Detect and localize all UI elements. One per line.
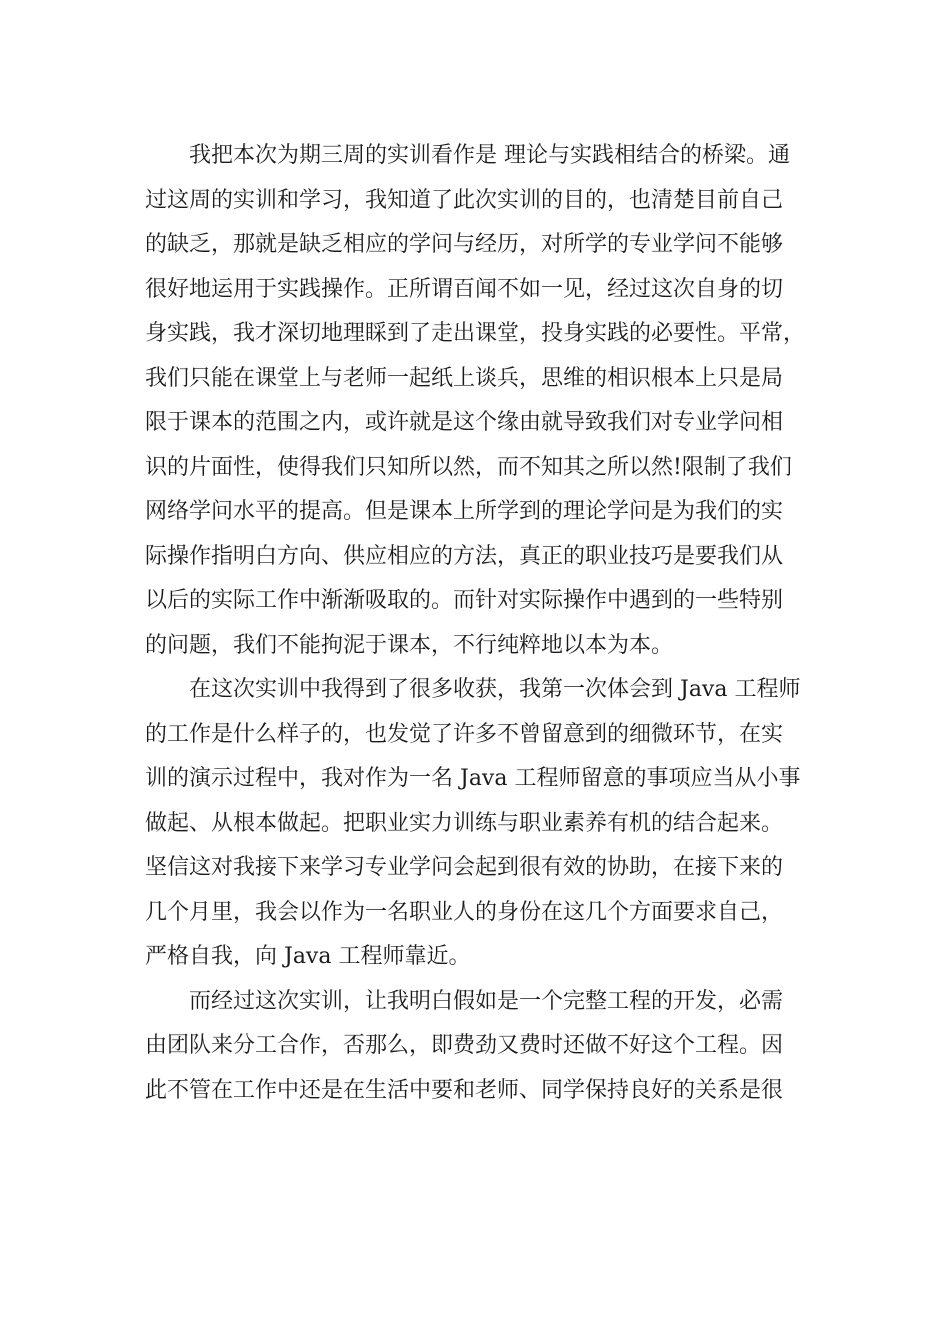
paragraph-1-line-6: 我们只能在课堂上与老师一起纸上谈兵，思维的相识根本上只是局 <box>145 365 784 391</box>
paragraph-3-line-3: 此不管在工作中还是在生活中要和老师、同学保持良好的关系是很 <box>145 1077 784 1103</box>
paragraph-3-line-2: 由团队来分工合作，否那么，即费劲又费时还做不好这个工程。因 <box>145 1033 784 1058</box>
paragraph-3-line-1: 而经过这次实训，让我明白假如是一个完整工程的开发，必需 <box>189 988 784 1014</box>
paragraph-1-line-10: 际操作指明白方向、供应相应的方法，真正的职业技巧是要我们从 <box>145 543 784 569</box>
paragraph-1-line-2: 过这周的实训和学习，我知道了此次实训的目的，也清楚目前自己 <box>145 187 784 213</box>
paragraph-2-line-5: 坚信这对我接下来学习专业学问会起到很有效的协助，在接下来的 <box>145 855 784 880</box>
paragraph-2-line-3: 训的演示过程中，我对作为一名 Java 工程师留意的事项应当从小事 <box>145 766 801 791</box>
paragraph-1-line-1: 我把本次为期三周的实训看作是 理论与实践相结合的桥梁。通 <box>189 143 790 168</box>
paragraph-1-line-8: 识的片面性，使得我们只知所以然，而不知其之所以然!限制了我们 <box>145 454 792 480</box>
paragraph-1-line-7: 限于课本的范围之内，或许就是这个缘由就导致我们对专业学问相 <box>145 410 784 435</box>
paragraph-2-line-6: 几个月里，我会以作为一名职业人的身份在这几个方面要求自己， <box>145 899 784 925</box>
paragraph-2-line-4: 做起、从根本做起。把职业实力训练与职业素养有机的结合起来。 <box>145 810 784 836</box>
paragraph-1-line-4: 很好地运用于实践操作。正所谓百闻不如一见，经过这次自身的切 <box>145 276 784 302</box>
paragraph-1-line-12: 的问题，我们不能拘泥于课本，不行纯粹地以本为本。 <box>145 632 674 658</box>
paragraph-1-line-11: 以后的实际工作中渐渐吸取的。而针对实际操作中遇到的一些特别 <box>145 588 784 613</box>
paragraph-1-line-3: 的缺乏，那就是缺乏相应的学问与经历，对所学的专业学问不能够 <box>145 232 784 257</box>
paragraph-2-line-2: 的工作是什么样子的，也发觉了许多不曾留意到的细微环节，在实 <box>145 721 784 747</box>
paragraph-1-line-5: 身实践，我才深切地理睬到了走出课堂，投身实践的必要性。平常， <box>145 321 806 346</box>
document-body <box>145 134 810 1113</box>
paragraph-1-line-9: 网络学问水平的提高。但是课本上所学到的理论学问是为我们的实 <box>145 499 784 524</box>
paragraph-2-line-7: 严格自我，向 Java 工程师靠近。 <box>145 944 471 969</box>
paragraph-2-line-1: 在这次实训中我得到了很多收获，我第一次体会到 Java 工程师 <box>189 677 801 702</box>
